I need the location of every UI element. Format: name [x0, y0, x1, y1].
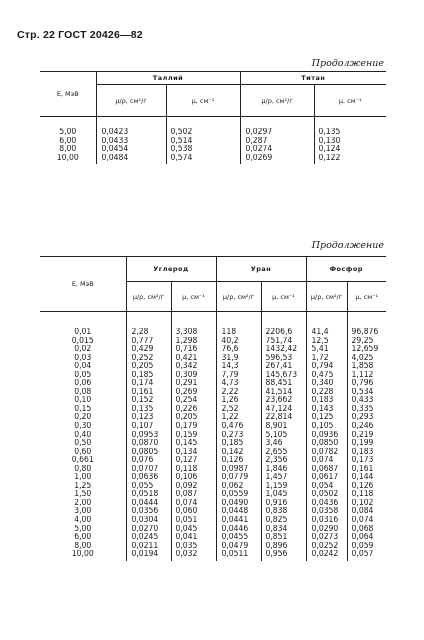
table-row: [40, 354, 386, 363]
table-row: [40, 405, 386, 414]
value-cell: 0,185: [126, 371, 171, 380]
energy-cell: 0,02: [40, 345, 126, 354]
value-cell: 0,0274: [240, 145, 314, 154]
value-cell: 0,124: [314, 145, 386, 154]
value-cell: 0,502: [166, 128, 240, 137]
value-cell: 0,0559: [216, 490, 261, 499]
value-cell: 0,145: [171, 439, 216, 448]
energy-cell: 10,00: [40, 550, 126, 561]
value-cell: 0,0446: [216, 525, 261, 534]
value-cell: 0,0490: [216, 499, 261, 508]
value-cell: 1,846: [261, 465, 306, 474]
value-cell: 0,144: [347, 473, 386, 482]
value-cell: 2,356: [261, 456, 306, 465]
value-cell: 1,858: [347, 362, 386, 371]
value-cell: 0,0270: [126, 525, 171, 534]
value-cell: 29,25: [347, 337, 386, 346]
e-header: E, МэВ: [40, 257, 126, 312]
value-cell: 0,896: [261, 542, 306, 551]
group-carbon: Углерод: [126, 257, 216, 282]
value-cell: 0,122: [314, 154, 386, 165]
value-cell: 1,045: [261, 490, 306, 499]
table-row: [40, 128, 386, 137]
value-cell: 2,22: [216, 388, 261, 397]
energy-cell: 4,00: [40, 516, 126, 525]
value-cell: 0,796: [347, 379, 386, 388]
table-row: [40, 499, 386, 508]
energy-cell: 1,25: [40, 482, 126, 491]
value-cell: 0,125: [306, 413, 347, 422]
col-mu-header: μ, см⁻¹: [171, 282, 216, 312]
value-cell: 23,662: [261, 396, 306, 405]
value-cell: 0,173: [347, 456, 386, 465]
table-row: [40, 473, 386, 482]
value-cell: 0,514: [166, 137, 240, 146]
group-phosphorus: Фосфор: [306, 257, 386, 282]
value-cell: 14,3: [216, 362, 261, 371]
value-cell: 0,183: [347, 448, 386, 457]
table-row: [40, 533, 386, 542]
value-cell: 2206,6: [261, 328, 306, 337]
energy-cell: 1,00: [40, 473, 126, 482]
table-row: [40, 516, 386, 525]
value-cell: 0,118: [171, 465, 216, 474]
value-cell: 0,0779: [216, 473, 261, 482]
table-row: [40, 456, 386, 465]
energy-cell: 0,03: [40, 354, 126, 363]
value-cell: 1,22: [216, 413, 261, 422]
value-cell: 0,956: [261, 550, 306, 561]
value-cell: 0,102: [347, 499, 386, 508]
value-cell: 0,068: [347, 525, 386, 534]
value-cell: 0,135: [126, 405, 171, 414]
value-cell: 0,476: [216, 422, 261, 431]
value-cell: 0,130: [314, 137, 386, 146]
value-cell: 0,0518: [126, 490, 171, 499]
value-cell: 596,53: [261, 354, 306, 363]
value-cell: 0,0987: [216, 465, 261, 474]
value-cell: 0,273: [216, 431, 261, 440]
value-cell: 1432,42: [261, 345, 306, 354]
value-cell: 4,025: [347, 354, 386, 363]
table-row: [40, 345, 386, 354]
value-cell: 0,226: [171, 405, 216, 414]
value-cell: 41,514: [261, 388, 306, 397]
value-cell: 0,252: [126, 354, 171, 363]
value-cell: 0,777: [126, 337, 171, 346]
col-mu-rho-header: μ/ρ, см²/г: [126, 282, 171, 312]
table-row: [40, 422, 386, 431]
col-mu-header: μ, см⁻¹: [166, 85, 240, 117]
table-row: [40, 482, 386, 491]
value-cell: 267,41: [261, 362, 306, 371]
value-cell: 0,228: [306, 388, 347, 397]
value-cell: 0,152: [126, 396, 171, 405]
value-cell: 2,655: [261, 448, 306, 457]
value-cell: 0,254: [171, 396, 216, 405]
table-spacer-row: [40, 312, 386, 329]
value-cell: 0,219: [347, 431, 386, 440]
value-cell: 3,308: [171, 328, 216, 337]
table-row: [40, 542, 386, 551]
value-cell: 0,074: [306, 456, 347, 465]
value-cell: 0,074: [171, 499, 216, 508]
value-cell: 0,0936: [306, 431, 347, 440]
value-cell: 0,825: [261, 516, 306, 525]
continuation-label-2: Продолжение: [311, 240, 384, 251]
value-cell: 0,0252: [306, 542, 347, 551]
energy-cell: 0,08: [40, 388, 126, 397]
value-cell: 0,340: [306, 379, 347, 388]
value-cell: 0,421: [171, 354, 216, 363]
group-uranium: Уран: [216, 257, 306, 282]
value-cell: 0,0441: [216, 516, 261, 525]
table-row: [40, 439, 386, 448]
energy-cell: 0,06: [40, 379, 126, 388]
value-cell: 0,084: [347, 507, 386, 516]
energy-cell: 1,50: [40, 490, 126, 499]
value-cell: 0,161: [347, 465, 386, 474]
energy-cell: 0,30: [40, 422, 126, 431]
energy-cell: 10,00: [40, 154, 96, 165]
value-cell: 0,0454: [96, 145, 166, 154]
value-cell: 8,901: [261, 422, 306, 431]
value-cell: 0,055: [126, 482, 171, 491]
value-cell: 0,838: [261, 507, 306, 516]
energy-cell: 6,00: [40, 533, 126, 542]
value-cell: 0,0687: [306, 465, 347, 474]
table-row: [40, 413, 386, 422]
value-cell: 3,46: [261, 439, 306, 448]
value-cell: 0,0304: [126, 516, 171, 525]
energy-cell: 0,60: [40, 448, 126, 457]
value-cell: 0,0484: [96, 154, 166, 165]
energy-cell: 0,15: [40, 405, 126, 414]
value-cell: 0,159: [171, 431, 216, 440]
value-cell: 12,659: [347, 345, 386, 354]
energy-cell: 0,20: [40, 413, 126, 422]
value-cell: 0,0782: [306, 448, 347, 457]
value-cell: 0,0448: [216, 507, 261, 516]
page-header: Стр. 22 ГОСТ 20426—82: [17, 29, 143, 41]
table-row: [40, 396, 386, 405]
table-row: [40, 337, 386, 346]
value-cell: 0,0850: [306, 439, 347, 448]
energy-cell: 8,00: [40, 542, 126, 551]
value-cell: 0,475: [306, 371, 347, 380]
energy-cell: 3,00: [40, 507, 126, 516]
value-cell: 31,9: [216, 354, 261, 363]
value-cell: 0,287: [240, 137, 314, 146]
value-cell: 1,26: [216, 396, 261, 405]
value-cell: 0,045: [171, 525, 216, 534]
value-cell: 22,814: [261, 413, 306, 422]
energy-cell: 0,40: [40, 431, 126, 440]
value-cell: 0,0242: [306, 550, 347, 561]
value-cell: 0,0502: [306, 490, 347, 499]
value-cell: 0,335: [347, 405, 386, 414]
value-cell: 1,112: [347, 371, 386, 380]
value-cell: 5,105: [261, 431, 306, 440]
energy-cell: 0,661: [40, 456, 126, 465]
group-thallium: Таллий: [96, 72, 240, 85]
value-cell: 0,342: [171, 362, 216, 371]
value-cell: 751,74: [261, 337, 306, 346]
value-cell: 0,183: [306, 396, 347, 405]
table-row: [40, 371, 386, 380]
value-cell: 0,0707: [126, 465, 171, 474]
col-mu-rho-header: μ/ρ, см²/г: [216, 282, 261, 312]
value-cell: 0,059: [347, 542, 386, 551]
col-mu-rho-header: μ/ρ, см²/г: [240, 85, 314, 117]
value-cell: 40,2: [216, 337, 261, 346]
value-cell: 0,0805: [126, 448, 171, 457]
value-cell: 0,126: [347, 482, 386, 491]
e-header: E, МэВ: [40, 72, 96, 117]
value-cell: 1,159: [261, 482, 306, 491]
value-cell: 0,538: [166, 145, 240, 154]
value-cell: 0,0953: [126, 431, 171, 440]
table-row: [40, 525, 386, 534]
value-cell: 0,0423: [96, 128, 166, 137]
table-row: [40, 362, 386, 371]
value-cell: 0,0479: [216, 542, 261, 551]
value-cell: 0,205: [171, 413, 216, 422]
value-cell: 0,716: [171, 345, 216, 354]
value-cell: 0,429: [126, 345, 171, 354]
value-cell: 0,179: [171, 422, 216, 431]
value-cell: 0,143: [306, 405, 347, 414]
value-cell: 0,087: [171, 490, 216, 499]
value-cell: 0,0316: [306, 516, 347, 525]
value-cell: 0,032: [171, 550, 216, 561]
table-row: [40, 507, 386, 516]
value-cell: 4,73: [216, 379, 261, 388]
value-cell: 0,293: [347, 413, 386, 422]
col-mu-header: μ, см⁻¹: [314, 85, 386, 117]
value-cell: 7,79: [216, 371, 261, 380]
energy-cell: 0,05: [40, 371, 126, 380]
energy-cell: 0,10: [40, 396, 126, 405]
value-cell: 0,051: [171, 516, 216, 525]
group-titanium: Титан: [240, 72, 386, 85]
value-cell: 0,834: [261, 525, 306, 534]
value-cell: 0,0273: [306, 533, 347, 542]
value-cell: 0,127: [171, 456, 216, 465]
energy-cell: 0,80: [40, 465, 126, 474]
table-row: [40, 550, 386, 561]
energy-cell: 5,00: [40, 525, 126, 534]
value-cell: 0,0356: [126, 507, 171, 516]
table-row: [40, 137, 386, 146]
table-row: [40, 388, 386, 397]
value-cell: 145,673: [261, 371, 306, 380]
value-cell: 0,0245: [126, 533, 171, 542]
value-cell: 0,0444: [126, 499, 171, 508]
table-row: [40, 379, 386, 388]
col-mu-header: μ, см⁻¹: [347, 282, 386, 312]
value-cell: 0,123: [126, 413, 171, 422]
value-cell: 0,269: [171, 388, 216, 397]
value-cell: 0,064: [347, 533, 386, 542]
value-cell: 0,199: [347, 439, 386, 448]
value-cell: 0,794: [306, 362, 347, 371]
value-cell: 2,28: [126, 328, 171, 337]
value-cell: 0,106: [171, 473, 216, 482]
value-cell: 1,72: [306, 354, 347, 363]
value-cell: 76,6: [216, 345, 261, 354]
value-cell: 5,41: [306, 345, 347, 354]
value-cell: 0,205: [126, 362, 171, 371]
value-cell: 96,876: [347, 328, 386, 337]
value-cell: 2,52: [216, 405, 261, 414]
value-cell: 47,124: [261, 405, 306, 414]
table-row: [40, 490, 386, 499]
value-cell: 0,309: [171, 371, 216, 380]
table-row: [40, 448, 386, 457]
value-cell: 0,0358: [306, 507, 347, 516]
table-body-2: [40, 312, 386, 561]
value-cell: 0,0433: [96, 137, 166, 146]
energy-cell: 6,00: [40, 137, 96, 146]
value-cell: 0,060: [171, 507, 216, 516]
col-mu-rho-header: μ/ρ, см²/г: [96, 85, 166, 117]
value-cell: 0,534: [347, 388, 386, 397]
value-cell: 0,0211: [126, 542, 171, 551]
value-cell: 118: [216, 328, 261, 337]
col-mu-header: μ, см⁻¹: [261, 282, 306, 312]
value-cell: 0,0290: [306, 525, 347, 534]
value-cell: 0,0870: [126, 439, 171, 448]
value-cell: 0,433: [347, 396, 386, 405]
value-cell: 0,0436: [306, 499, 347, 508]
value-cell: 0,291: [171, 379, 216, 388]
continuation-label-1: Продолжение: [311, 58, 384, 69]
energy-cell: 2,00: [40, 499, 126, 508]
table-spacer-row: [40, 117, 386, 129]
table-row: [40, 328, 386, 337]
energy-cell: 0,04: [40, 362, 126, 371]
value-cell: 0,054: [306, 482, 347, 491]
table-row: [40, 465, 386, 474]
value-cell: 0,142: [216, 448, 261, 457]
value-cell: 0,185: [216, 439, 261, 448]
value-cell: 0,0511: [216, 550, 261, 561]
value-cell: 0,0636: [126, 473, 171, 482]
value-cell: 12,5: [306, 337, 347, 346]
energy-cell: 8,00: [40, 145, 96, 154]
value-cell: 0,246: [347, 422, 386, 431]
value-cell: 0,0297: [240, 128, 314, 137]
value-cell: 0,174: [126, 379, 171, 388]
value-cell: 41,4: [306, 328, 347, 337]
value-cell: 0,0455: [216, 533, 261, 542]
value-cell: 0,0617: [306, 473, 347, 482]
value-cell: 0,0194: [126, 550, 171, 561]
value-cell: 0,074: [347, 516, 386, 525]
table-body-1: [40, 117, 386, 165]
value-cell: 0,076: [126, 456, 171, 465]
value-cell: 0,574: [166, 154, 240, 165]
energy-cell: 0,01: [40, 328, 126, 337]
value-cell: 0,092: [171, 482, 216, 491]
value-cell: 0,105: [306, 422, 347, 431]
energy-cell: 5,00: [40, 128, 96, 137]
value-cell: 0,0269: [240, 154, 314, 165]
table-row: [40, 154, 386, 165]
energy-cell: 0,015: [40, 337, 126, 346]
table-row: [40, 145, 386, 154]
value-cell: 0,851: [261, 533, 306, 542]
attenuation-table-2: [40, 256, 386, 561]
value-cell: 0,107: [126, 422, 171, 431]
value-cell: 1,457: [261, 473, 306, 482]
table-row: [40, 431, 386, 440]
value-cell: 0,135: [314, 128, 386, 137]
value-cell: 0,161: [126, 388, 171, 397]
value-cell: 0,035: [171, 542, 216, 551]
value-cell: 0,041: [171, 533, 216, 542]
value-cell: 0,057: [347, 550, 386, 561]
value-cell: 0,134: [171, 448, 216, 457]
value-cell: 1,298: [171, 337, 216, 346]
value-cell: 0,118: [347, 490, 386, 499]
col-mu-rho-header: μ/ρ, см²/г: [306, 282, 347, 312]
value-cell: 88,451: [261, 379, 306, 388]
value-cell: 0,126: [216, 456, 261, 465]
energy-cell: 0,50: [40, 439, 126, 448]
attenuation-table-1: [40, 71, 386, 164]
value-cell: 0,062: [216, 482, 261, 491]
value-cell: 0,916: [261, 499, 306, 508]
